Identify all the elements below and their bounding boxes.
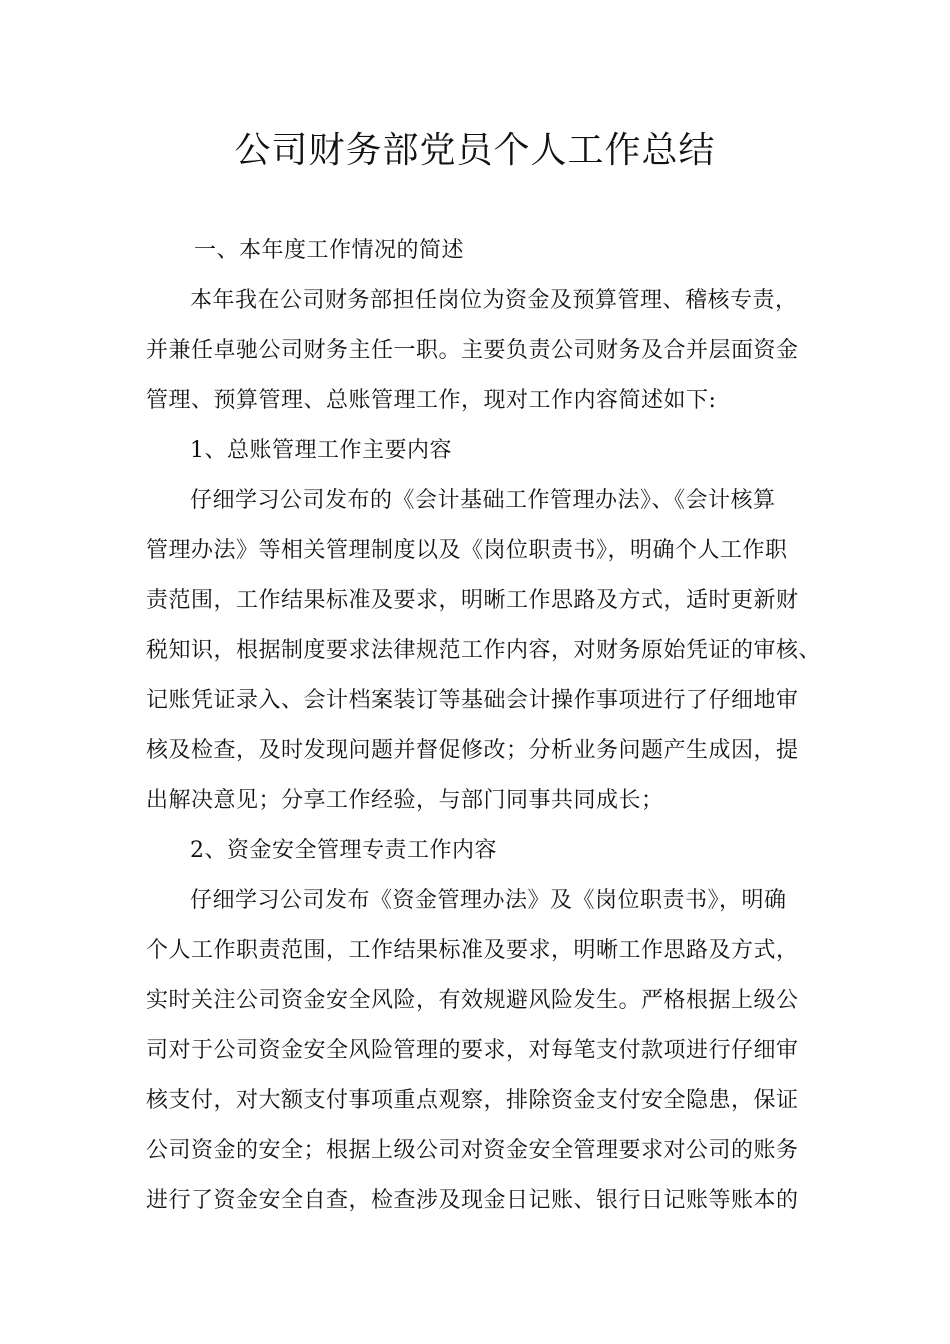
paragraph-line: 管理办法》等相关管理制度以及《岗位职责书》，明确个人工作职 [146, 538, 788, 563]
paragraph-line: 公司资金的安全；根据上级公司对资金安全管理要求对公司的账务 [146, 1138, 799, 1163]
paragraph-line: 个人工作职责范围，工作结果标准及要求，明晰工作思路及方式， [146, 938, 799, 963]
paragraph-line: 本年我在公司财务部担任岗位为资金及预算管理、稽核专责， [190, 288, 798, 313]
subsection-heading-2: 2、资金安全管理专责工作内容 [190, 838, 497, 863]
paragraph-line: 实时关注公司资金安全风险，有效规避风险发生。严格根据上级公 [146, 988, 799, 1013]
paragraph-line: 仔细学习公司发布《资金管理办法》及《岗位职责书》，明确 [190, 888, 787, 913]
paragraph-line: 管理、预算管理、总账管理工作，现对工作内容简述如下: [146, 388, 717, 413]
paragraph-line: 司对于公司资金安全风险管理的要求，对每笔支付款项进行仔细审 [146, 1038, 799, 1063]
subsection-heading-1: 1、总账管理工作主要内容 [190, 438, 452, 463]
paragraph-line: 税知识，根据制度要求法律规范工作内容，对财务原始凭证的审核、 [146, 638, 822, 663]
paragraph-line: 责范围，工作结果标准及要求，明晰工作思路及方式，适时更新财 [146, 588, 799, 613]
paragraph-line: 进行了资金安全自查，检查涉及现金日记账、银行日记账等账本的 [146, 1188, 799, 1213]
paragraph-line: 核支付，对大额支付事项重点观察，排除资金支付安全隐患，保证 [146, 1088, 799, 1113]
paragraph-line: 核及检查，及时发现问题并督促修改；分析业务问题产生成因，提 [146, 738, 799, 763]
document-title: 公司财务部党员个人工作总结 [234, 130, 716, 171]
paragraph-line: 记账凭证录入、会计档案装订等基础会计操作事项进行了仔细地审 [146, 688, 799, 713]
paragraph-line: 仔细学习公司发布的《会计基础工作管理办法》、《会计核算 [190, 488, 776, 513]
paragraph-line: 并兼任卓驰公司财务主任一职。主要负责公司财务及合并层面资金 [146, 338, 799, 363]
paragraph-line: 出解决意见；分享工作经验，与部门同事共同成长； [146, 788, 664, 813]
section-heading-1: 一、本年度工作情况的简述 [194, 238, 465, 263]
